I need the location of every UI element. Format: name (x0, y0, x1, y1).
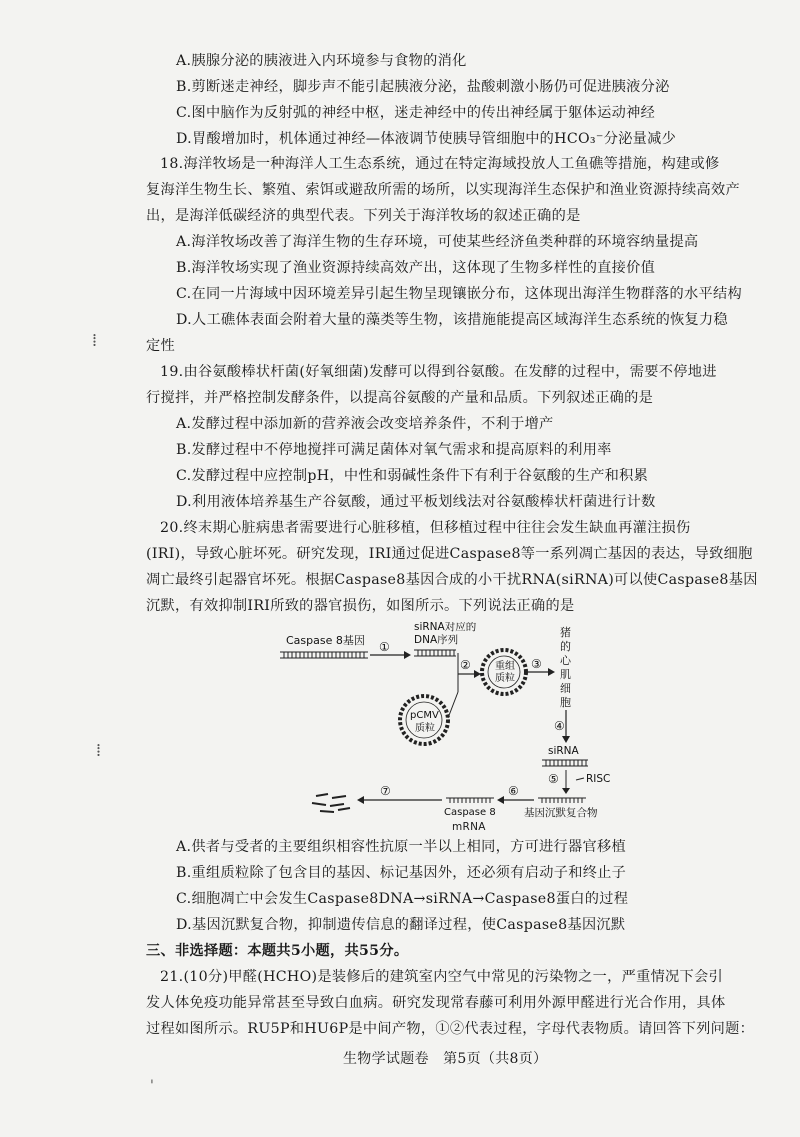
arrow-step1-head (404, 651, 411, 659)
q20-stem-2: (IRI)，导致心脏坏死。研究发现，IRI通过促进Caspase8等一系列凋亡基因的表达，导致细胞 (146, 546, 753, 562)
caspase8-mrna-label-2: mRNA (452, 821, 486, 833)
q21-stem-2: 发人体免疫功能异常甚至导致白血病。研究发现常春藤可利用外源甲醛进行光合作用，具体 (146, 995, 726, 1011)
pig-cells-char-4: 肌 (560, 668, 571, 681)
q18-option-c: C.在同一片海域中因环境差异引起生物呈现镶嵌分布，这体现出海洋生物群落的水平结构 (176, 286, 742, 302)
sirna-duplex (542, 760, 588, 766)
recombinant-label-2: 质粒 (495, 673, 515, 684)
q19-option-a: A.发酵过程中添加新的营养液会改变培养条件，不利于增产 (176, 416, 554, 432)
arrow-step3-head (548, 668, 555, 676)
pig-cells-char-5: 细 (560, 682, 571, 695)
q19-stem-1: 19.由谷氨酸棒状杆菌(好氧细菌)发酵可以得到谷氨酸。在发酵的过程中，需要不停地进 (160, 364, 717, 380)
arrow-step5-head (562, 788, 570, 794)
pcmv-connector (448, 692, 458, 718)
q17-option-d: D.胃酸增加时，机体通过神经—体液调节使胰导管细胞中的HCO₃⁻分泌量减少 (176, 131, 677, 147)
sirna-dna-label-1: siRNA对应的 (414, 622, 477, 633)
q19-option-c: C.发酵过程中应控制pH，中性和弱碱性条件下有利于谷氨酸的生产和积累 (176, 468, 649, 484)
risc-label: RISC (586, 773, 611, 785)
q20-stem-3: 凋亡最终引起器官坏死。根据Caspase8基因合成的小干扰RNA(siRNA)可以使Caspase8基因 (146, 572, 758, 588)
pig-cells-char-6: 胞 (560, 696, 571, 709)
q20-stem-4: 沉默，有效抑制IRI所致的器官损伤，如图所示。下列说法正确的是 (146, 598, 575, 614)
q20-option-d: D.基因沉默复合物，抑制遗传信息的翻译过程，使Caspase8基因沉默 (176, 917, 626, 933)
step-1-label: ① (379, 640, 390, 654)
caspase8-mrna-strand (446, 798, 494, 803)
arrow-step7-head (357, 796, 364, 804)
scan-mark-3: ' (150, 1078, 154, 1094)
q20-stem-1: 20.终末期心脏病患者需要进行心脏移植，但移植过程中往往会发生缺血再灌注损伤 (160, 520, 691, 536)
recombinant-label-1: 重组 (495, 661, 515, 672)
step-3-label: ③ (531, 657, 542, 671)
q20-option-a: A.供者与受者的主要组织相容性抗原一半以上相同，方可进行器官移植 (176, 839, 626, 855)
pcmv-label-2: 质粒 (415, 723, 435, 734)
arrow-step2-head (474, 670, 481, 678)
q21-stem-3: 过程如图所示。RU5P和HU6P是中间产物，①②代表过程，字母代表物质。请回答下列问题： (146, 1021, 755, 1037)
pcmv-label-1: pCMV (410, 710, 439, 721)
degraded-mrna-fragments (312, 794, 350, 812)
sirna-label: siRNA (548, 745, 579, 757)
risc-pointer (576, 778, 584, 780)
step-4-label: ④ (554, 719, 565, 733)
caspase8-mrna-label-1: Caspase 8 (444, 807, 496, 818)
q17-option-c: C.图中脑作为反射弧的神经中枢，迷走神经中的传出神经属于躯体运动神经 (176, 105, 656, 121)
q18-option-d-cont: 定性 (146, 338, 175, 354)
arrow-step4-head (562, 736, 570, 743)
q20-option-c: C.细胞凋亡中会发生Caspase8DNA→siRNA→Caspase8蛋白的过程 (176, 891, 629, 907)
pig-cells-char-3: 心 (560, 654, 571, 667)
silencing-complex-strand (538, 798, 586, 803)
step-5-label: ⑤ (548, 772, 559, 786)
q18-stem-3: 出，是海洋低碳经济的典型代表。下列关于海洋牧场的叙述正确的是 (146, 208, 581, 224)
sirna-process-diagram (276, 622, 616, 822)
q18-option-d: D.人工礁体表面会附着大量的藻类等生物，该措施能提高区域海洋生态系统的恢复力稳 (176, 312, 729, 328)
arrow-step6-head (497, 796, 504, 804)
step-6-label: ⑥ (508, 784, 519, 798)
caspase8-gene-label: Caspase 8基因 (286, 634, 365, 647)
q17-option-a: A.胰腺分泌的胰液进入内环境参与食物的消化 (176, 53, 467, 69)
q19-stem-2: 行搅拌，并严格控制发酵条件，以提高谷氨酸的产量和品质。下列叙述正确的是 (146, 390, 654, 406)
q19-option-d: D.利用液体培养基生产谷氨酸，通过平板划线法对谷氨酸棒状杆菌进行计数 (176, 494, 656, 510)
q18-option-a: A.海洋牧场改善了海洋生物的生存环境，可使某些经济鱼类种群的环境容纳量提高 (176, 234, 699, 250)
step-7-label: ⑦ (380, 784, 391, 798)
sirna-dna-sequence (414, 650, 456, 656)
pig-cells-char-1: 猪 (560, 626, 571, 639)
scan-mark-2: ⁞ (96, 740, 102, 761)
q17-option-b: B.剪断迷走神经，脚步声不能引起胰液分泌，盐酸刺激小肠仍可促进胰液分泌 (176, 79, 670, 95)
section-3-title: 三、非选择题：本题共5小题，共55分。 (146, 943, 409, 959)
sirna-dna-label-2: DNA序列 (414, 634, 459, 646)
pig-cells-char-2: 的 (560, 640, 571, 653)
q19-option-b: B.发酵过程中不停地搅拌可满足菌体对氧气需求和提高原料的利用率 (176, 442, 612, 458)
q21-stem-1: 21.(10分)甲醛(HCHO)是装修后的建筑室内空气中常见的污染物之一，严重情况下会引 (160, 969, 724, 985)
step-2-label: ② (460, 658, 471, 672)
page-footer: 生物学试题卷 第5页（共8页） (343, 1051, 548, 1067)
scan-mark-1: ⁞ (92, 330, 98, 351)
q18-option-b: B.海洋牧场实现了渔业资源持续高效产出，这体现了生物多样性的直接价值 (176, 260, 656, 276)
silencing-complex-label: 基因沉默复合物 (524, 807, 598, 819)
q20-option-b: B.重组质粒除了包含目的基因、标记基因外，还必须有启动子和终止子 (176, 865, 627, 881)
q18-stem-2: 复海洋生物生长、繁殖、索饵或避敌所需的场所，以实现海洋生态保护和渔业资源持续高效产 (146, 182, 740, 198)
caspase8-gene-dna (280, 652, 368, 658)
q18-stem-1: 18.海洋牧场是一种海洋人工生态系统，通过在特定海域投放人工鱼礁等措施，构建或修 (160, 156, 720, 172)
